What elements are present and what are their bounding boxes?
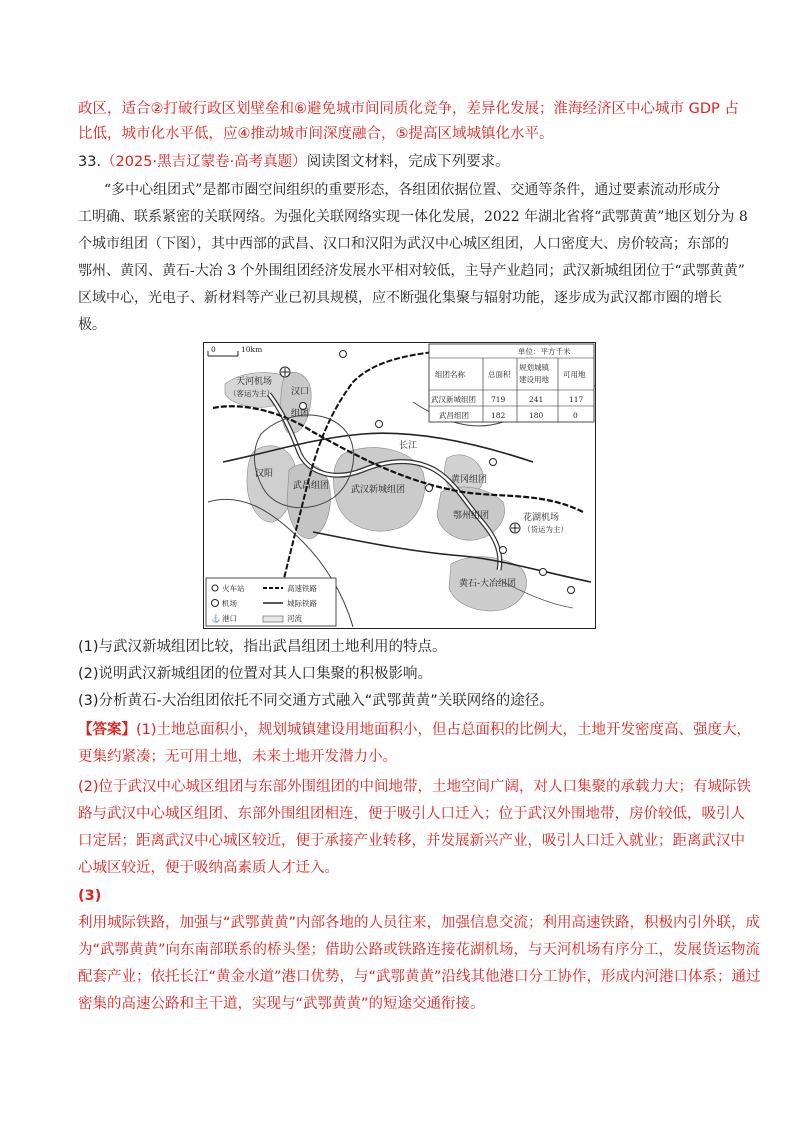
area-table bbox=[429, 344, 594, 422]
answer-3-label: (3) bbox=[78, 888, 102, 904]
table-cell-r1-area: 719 bbox=[491, 395, 506, 404]
table-header-planned: 规划城镇 bbox=[519, 363, 549, 372]
map-svg bbox=[203, 342, 596, 629]
legend-station: 火车站 bbox=[222, 584, 245, 593]
scale-label: 10km bbox=[241, 345, 263, 354]
table-cell-r1-name: 武汉新城组团 bbox=[431, 395, 476, 404]
answer-continuation-line-1: 政区，适合②打破行政区划壁垒和⑥避免城市间同质化竞争，差异化发展；淮海经济区中心城市 GDP 占 bbox=[78, 101, 739, 117]
answer-2-line-3: 口定居；距离武汉中心城区较近，便于承接产业转移，并发展新兴产业，吸引人口迁入就业；距离武汉中 bbox=[78, 833, 745, 849]
answer-2-line-2: 路与武汉中心城区组团、东部外围组团相连，便于吸引人口迁入；位于武汉外围地带，房价较低，吸引人 bbox=[78, 806, 745, 822]
answer-3-line-2: 为“武鄂黄黄”向东南部联系的桥头堡；借助公路或铁路连接花湖机场，与天河机场有序分工，发展货运物流 bbox=[78, 942, 761, 958]
question-header bbox=[78, 152, 510, 172]
answer-continuation-line-2: 比低，城市化水平低，应④推动城市间深度融合，⑤提高区域城镇化水平。 bbox=[78, 126, 554, 142]
table-cell-r2-planned: 180 bbox=[529, 411, 544, 420]
material-line-6: 极。 bbox=[78, 317, 106, 333]
table-unit: 单位：平方千米 bbox=[518, 347, 571, 356]
material-line-2: 工明确、联系紧密的关联网络。为强化关联网络实现一体化发展，2022 年湖北省将“武鄂黄黄”地区划分为 8 bbox=[78, 209, 748, 225]
label-ezhou: 鄂州组团 bbox=[453, 511, 490, 521]
material-line-5: 区域中心，光电子、新材料等产业已初具规模，应不断强化集聚与辐射功能，逐步成为武汉都市圈的增长 bbox=[78, 290, 722, 306]
question-prompt: 阅读图文材料，完成下列要求。 bbox=[306, 154, 510, 170]
table-cell-r1-planned: 241 bbox=[529, 395, 544, 404]
subquestion-3: (3)分析黄石-大冶组团依托不同交通方式融入“武鄂黄黄”关联网络的途径。 bbox=[78, 693, 554, 709]
label-huanggang: 黄冈组团 bbox=[451, 475, 488, 485]
label-huangshi: 黄石-大冶组团 bbox=[459, 579, 517, 589]
label-tianhe: 天河机场 bbox=[236, 377, 273, 387]
material-line-4: 鄂州、黄冈、黄石-大冶 3 个外围组团经济发展水平相对较低，主导产业趋同；武汉新城组团位于“武鄂黄黄” bbox=[78, 263, 745, 279]
table-header-planned-2: 建设用地 bbox=[519, 375, 549, 384]
label-huahu-note: （货运为主） bbox=[523, 525, 568, 534]
answer-1-text: (1)土地总面积小，规划城镇建设用地面积小，但占总面积的比例大，土地开发密度高、强度大， bbox=[136, 722, 752, 738]
label-wuchang: 武昌组团 bbox=[293, 481, 330, 491]
legend-intercity: 城际铁路 bbox=[287, 599, 317, 608]
label-xincheng: 武汉新城组团 bbox=[351, 485, 406, 495]
answer-3-line-1: 利用城际铁路，加强与“武鄂黄黄”内部各地的人员往来，加强信息交流；利用高速铁路，积极内引外联，成 bbox=[78, 915, 761, 931]
label-changjiang: 长江 bbox=[399, 441, 418, 451]
legend-river: 河流 bbox=[287, 614, 302, 623]
map-legend bbox=[206, 578, 336, 626]
legend-hsr: 高速铁路 bbox=[287, 584, 317, 593]
legend-port-icon: ⚓ bbox=[211, 614, 221, 623]
table-cell-r2-area: 182 bbox=[491, 411, 506, 420]
question-number: 33. bbox=[78, 154, 102, 170]
subquestion-2: (2)说明武汉新城组团的位置对其人口集聚的积极影响。 bbox=[78, 666, 433, 682]
answer-2-line-1: (2)位于武汉中心城区组团与东部外围组团的中间地带，土地空间广阔，对人口集聚的承载力大；有城际铁 bbox=[78, 779, 752, 795]
answer-1-line-1 bbox=[78, 720, 751, 740]
label-hankou: 汉口 bbox=[291, 387, 310, 397]
wuehuanghuang-map bbox=[203, 342, 596, 629]
material-line-3: 个城市组团（下图），其中西部的武昌、汉口和汉阳为武汉中心城区组团，人口密度大、房价较高；东部的 bbox=[78, 236, 729, 252]
label-tianhe-note: （客运为主） bbox=[229, 389, 274, 398]
answer-3-line-3: 配套产业；依托长江“黄金水道”港口优势，与“武鄂黄黄”沿线其他港口分工协作，形成内河港口体系；通过 bbox=[78, 969, 761, 985]
legend-airport: 机场 bbox=[222, 599, 237, 608]
material-line-1: “多中心组团式”是都市圈空间组织的重要形态，各组团依据位置、交通等条件，通过要素流动形成分 bbox=[104, 182, 721, 198]
table-header-available: 可用地 bbox=[563, 370, 586, 379]
legend-port: 港口 bbox=[222, 614, 237, 623]
table-cell-r2-name: 武昌组团 bbox=[439, 411, 469, 420]
table-header-name: 组团名称 bbox=[435, 370, 465, 379]
subquestion-1: (1)与武汉新城组团比较，指出武昌组团土地利用的特点。 bbox=[78, 639, 447, 655]
table-cell-r1-available: 117 bbox=[569, 395, 584, 404]
table-header-area: 总面积 bbox=[488, 370, 511, 379]
scale-0: 0 bbox=[211, 345, 216, 354]
answer-1-line-2: 更集约紧凑；无可用土地，未来土地开发潜力小。 bbox=[78, 749, 397, 765]
question-source: （2025·黑吉辽蒙卷·高考真题） bbox=[101, 154, 307, 170]
answer-2-line-4: 心城区较近，便于吸纳高素质人才迁入。 bbox=[78, 860, 339, 876]
answer-3-line-4: 密集的高速公路和主干道，实现与“武鄂黄黄”的短途交通衔接。 bbox=[78, 996, 485, 1012]
label-huahu: 花湖机场 bbox=[523, 513, 560, 523]
label-hankou-2: 组团 bbox=[291, 409, 310, 419]
label-hanyang: 汉阳 bbox=[255, 469, 274, 479]
answer-label: 【答案】 bbox=[78, 722, 136, 738]
table-cell-r2-available: 0 bbox=[573, 411, 578, 420]
